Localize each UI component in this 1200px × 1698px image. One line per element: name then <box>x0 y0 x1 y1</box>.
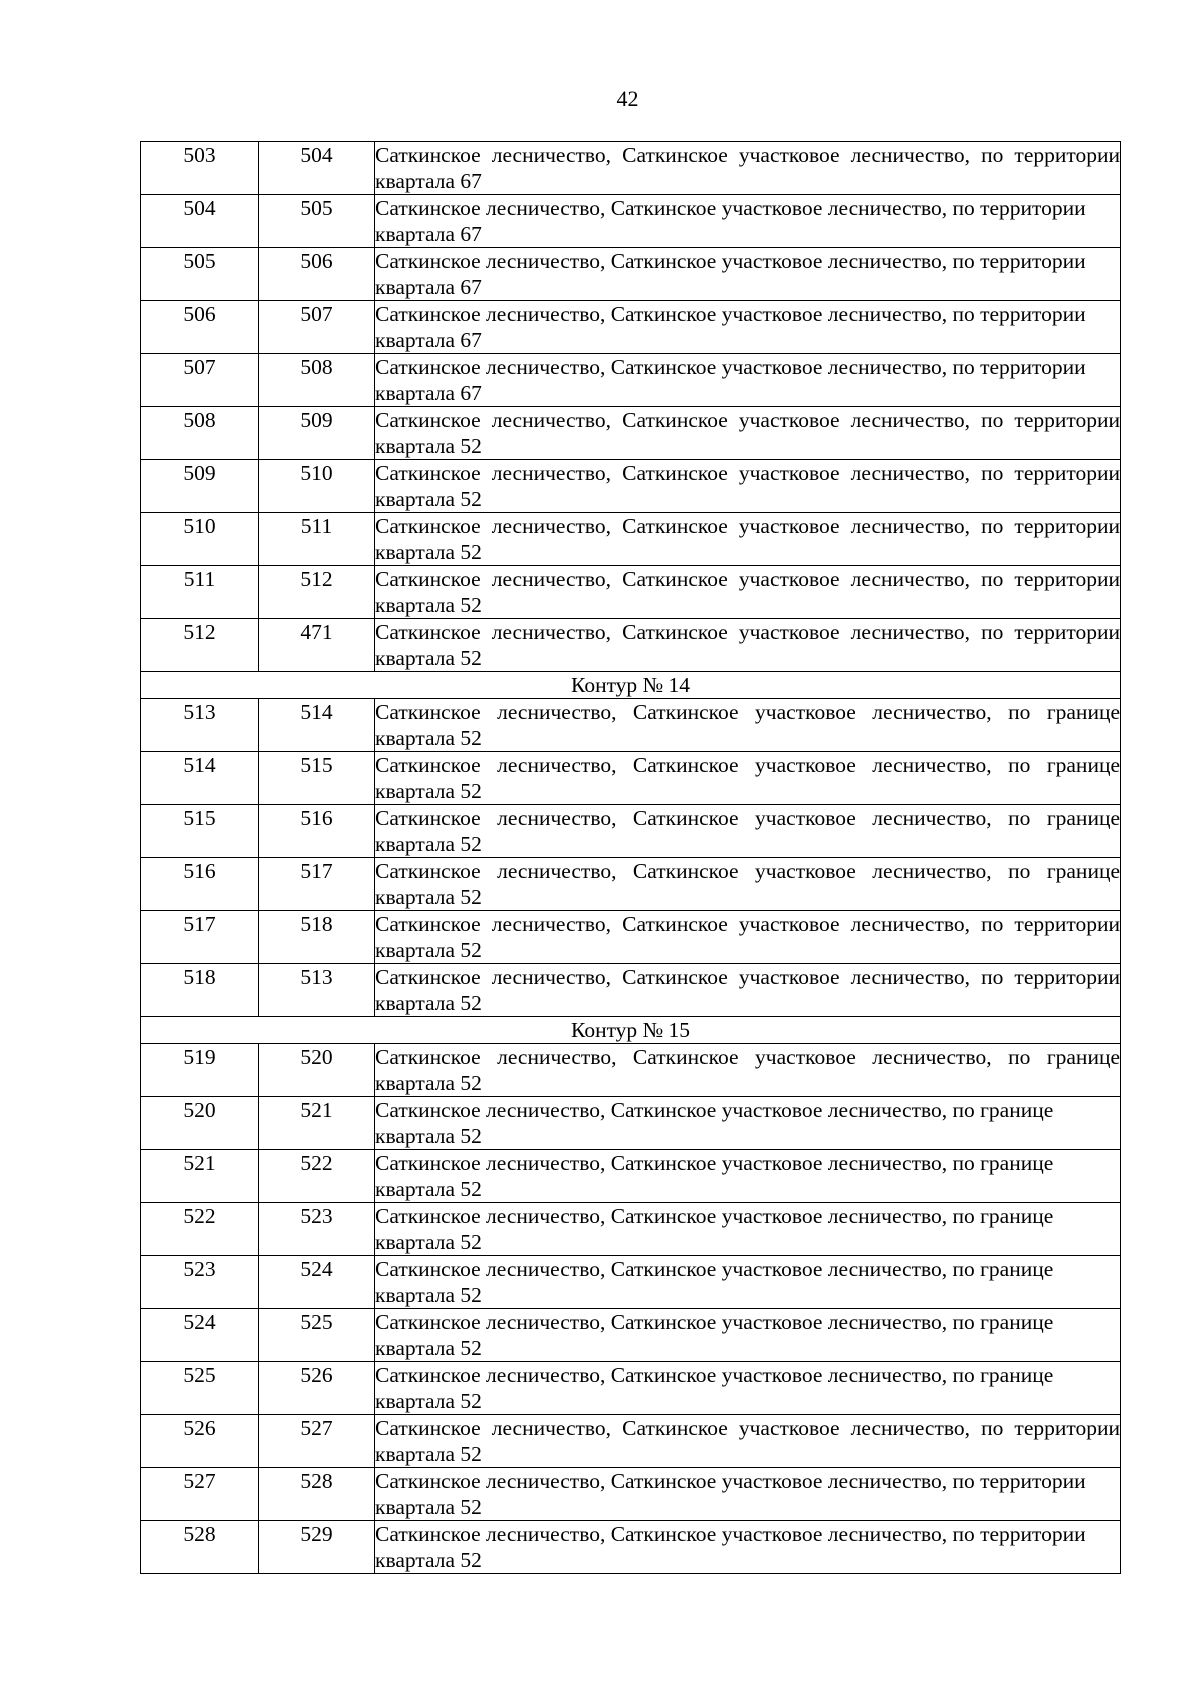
point-from: 506 <box>141 301 259 354</box>
point-from: 528 <box>141 1521 259 1574</box>
point-to: 471 <box>259 619 375 672</box>
point-from: 513 <box>141 699 259 752</box>
table-row <box>141 699 1121 752</box>
table-row <box>141 1468 1121 1521</box>
segment-description: Саткинское лесничество, Саткинское участковое лесничество, по границе квартала 52 <box>375 1256 1121 1309</box>
point-from: 522 <box>141 1203 259 1256</box>
point-from: 521 <box>141 1150 259 1203</box>
point-to: 513 <box>259 964 375 1017</box>
point-from: 524 <box>141 1309 259 1362</box>
point-to: 509 <box>259 407 375 460</box>
segment-description: Саткинское лесничество, Саткинское участковое лесничество, по территории квартала 67 <box>375 354 1121 407</box>
table-row <box>141 1097 1121 1150</box>
segment-description: Саткинское лесничество, Саткинское участковое лесничество, по границе квартала 52 <box>375 700 1120 750</box>
point-from: 526 <box>141 1415 259 1468</box>
boundary-description-table <box>140 141 1121 1574</box>
table-row <box>141 248 1121 301</box>
segment-description: Саткинское лесничество, Саткинское участковое лесничество, по территории квартала 52 <box>375 1468 1121 1521</box>
segment-description: Саткинское лесничество, Саткинское участковое лесничество, по границе квартала 52 <box>375 1045 1120 1095</box>
table-row <box>141 805 1121 858</box>
table-row <box>141 1521 1121 1574</box>
point-to: 526 <box>259 1362 375 1415</box>
point-to: 507 <box>259 301 375 354</box>
table-row <box>141 566 1121 619</box>
segment-description: Саткинское лесничество, Саткинское участковое лесничество, по территории квартала 52 <box>375 912 1120 962</box>
table-row <box>141 460 1121 513</box>
point-from: 518 <box>141 964 259 1017</box>
table-row <box>141 1150 1121 1203</box>
point-from: 520 <box>141 1097 259 1150</box>
point-to: 511 <box>259 513 375 566</box>
segment-description: Саткинское лесничество, Саткинское участковое лесничество, по территории квартала 52 <box>375 461 1120 511</box>
point-from: 508 <box>141 407 259 460</box>
segment-description: Саткинское лесничество, Саткинское участковое лесничество, по территории квартала 52 <box>375 408 1120 458</box>
segment-description: Саткинское лесничество, Саткинское участковое лесничество, по территории квартала 52 <box>375 1416 1120 1466</box>
table-row <box>141 301 1121 354</box>
point-to: 516 <box>259 805 375 858</box>
point-from: 503 <box>141 142 259 195</box>
point-from: 523 <box>141 1256 259 1309</box>
table-row <box>141 1415 1121 1468</box>
table-row <box>141 142 1121 195</box>
table-row <box>141 858 1121 911</box>
segment-description: Саткинское лесничество, Саткинское участковое лесничество, по территории квартала 52 <box>375 1521 1121 1574</box>
point-to: 529 <box>259 1521 375 1574</box>
table-row <box>141 1203 1121 1256</box>
table-row <box>141 752 1121 805</box>
point-to: 512 <box>259 566 375 619</box>
point-from: 512 <box>141 619 259 672</box>
point-to: 518 <box>259 911 375 964</box>
point-from: 504 <box>141 195 259 248</box>
segment-description: Саткинское лесничество, Саткинское участковое лесничество, по границе квартала 52 <box>375 1362 1121 1415</box>
point-from: 519 <box>141 1044 259 1097</box>
point-from: 527 <box>141 1468 259 1521</box>
point-to: 510 <box>259 460 375 513</box>
point-to: 528 <box>259 1468 375 1521</box>
segment-description: Саткинское лесничество, Саткинское участковое лесничество, по границе квартала 52 <box>375 859 1120 909</box>
contour-header-row <box>141 1017 1121 1044</box>
point-from: 510 <box>141 513 259 566</box>
table-row <box>141 513 1121 566</box>
table-row <box>141 1362 1121 1415</box>
table-row <box>141 1044 1121 1097</box>
segment-description: Саткинское лесничество, Саткинское участковое лесничество, по границе квартала 52 <box>375 806 1120 856</box>
table-body <box>141 142 1121 1574</box>
segment-description: Саткинское лесничество, Саткинское участковое лесничество, по территории квартала 67 <box>375 248 1121 301</box>
page-number: 42 <box>616 86 639 111</box>
point-to: 522 <box>259 1150 375 1203</box>
point-to: 517 <box>259 858 375 911</box>
segment-description: Саткинское лесничество, Саткинское участковое лесничество, по границе квартала 52 <box>375 1309 1121 1362</box>
table-row <box>141 619 1121 672</box>
table-row <box>141 407 1121 460</box>
point-from: 516 <box>141 858 259 911</box>
segment-description: Саткинское лесничество, Саткинское участковое лесничество, по территории квартала 67 <box>375 143 1120 193</box>
point-from: 517 <box>141 911 259 964</box>
point-to: 520 <box>259 1044 375 1097</box>
segment-description: Саткинское лесничество, Саткинское участковое лесничество, по территории квартала 52 <box>375 514 1120 564</box>
point-from: 505 <box>141 248 259 301</box>
point-from: 509 <box>141 460 259 513</box>
segment-description: Саткинское лесничество, Саткинское участковое лесничество, по границе квартала 52 <box>375 1150 1121 1203</box>
point-to: 521 <box>259 1097 375 1150</box>
point-to: 515 <box>259 752 375 805</box>
table-row <box>141 964 1121 1017</box>
contour-header-row <box>141 672 1121 699</box>
table-row <box>141 1256 1121 1309</box>
contour-title: Контур № 15 <box>141 1017 1121 1044</box>
point-from: 511 <box>141 566 259 619</box>
point-to: 504 <box>259 142 375 195</box>
point-to: 514 <box>259 699 375 752</box>
segment-description: Саткинское лесничество, Саткинское участковое лесничество, по границе квартала 52 <box>375 753 1120 803</box>
point-to: 523 <box>259 1203 375 1256</box>
point-to: 524 <box>259 1256 375 1309</box>
point-from: 515 <box>141 805 259 858</box>
table-row <box>141 354 1121 407</box>
table-row <box>141 911 1121 964</box>
segment-description: Саткинское лесничество, Саткинское участковое лесничество, по территории квартала 52 <box>375 965 1120 1015</box>
table-row <box>141 1309 1121 1362</box>
segment-description: Саткинское лесничество, Саткинское участковое лесничество, по территории квартала 52 <box>375 620 1120 670</box>
segment-description: Саткинское лесничество, Саткинское участковое лесничество, по границе квартала 52 <box>375 1097 1121 1150</box>
point-to: 525 <box>259 1309 375 1362</box>
point-to: 527 <box>259 1415 375 1468</box>
segment-description: Саткинское лесничество, Саткинское участковое лесничество, по территории квартала 67 <box>375 301 1121 354</box>
point-to: 506 <box>259 248 375 301</box>
segment-description: Саткинское лесничество, Саткинское участковое лесничество, по границе квартала 52 <box>375 1203 1121 1256</box>
point-from: 525 <box>141 1362 259 1415</box>
point-to: 505 <box>259 195 375 248</box>
point-to: 508 <box>259 354 375 407</box>
point-from: 514 <box>141 752 259 805</box>
segment-description: Саткинское лесничество, Саткинское участковое лесничество, по территории квартала 67 <box>375 195 1121 248</box>
table-row <box>141 195 1121 248</box>
segment-description: Саткинское лесничество, Саткинское участковое лесничество, по территории квартала 52 <box>375 567 1120 617</box>
point-from: 507 <box>141 354 259 407</box>
contour-title: Контур № 14 <box>141 672 1121 699</box>
